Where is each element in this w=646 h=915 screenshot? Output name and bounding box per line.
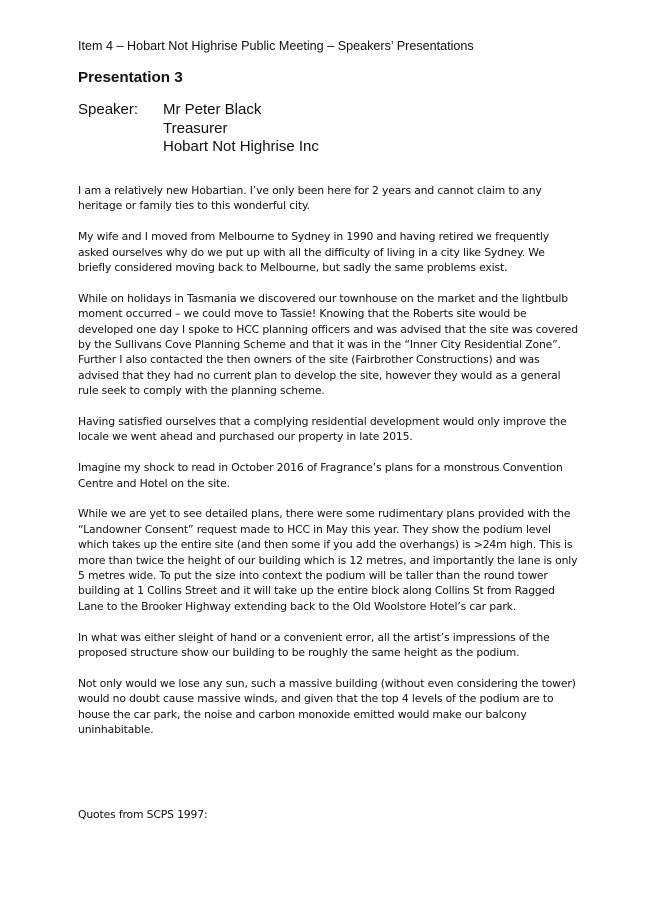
paragraph: Having satisfied ourselves that a complying residential development would only improve the locale we went ahead and purchased our property in late 2015. xyxy=(78,415,567,444)
speaker-details xyxy=(163,101,319,157)
quotes-heading: Quotes from SCPS 1997: xyxy=(78,808,208,821)
speaker-organisation: Hobart Not Highrise Inc xyxy=(163,138,319,155)
paragraph: Not only would we lose any sun, such a massive building (without even considering the tower) would no doubt cause massive winds, and given that the top 4 levels of the podium are to house the car park, the noise and carbon monoxide emitted would make our balcony uninhabitable. xyxy=(78,676,576,737)
presentation-title: Presentation 3 xyxy=(78,69,183,86)
paragraph: While we are yet to see detailed plans, there were some rudimentary plans provided with the “Landowner Consent” request made to HCC in May this year. They show the podium level which takes up the entire site (and then some if you add the overhangs) is >24m high. This is more than twice the height of our building which is 12 metres, and importantly the lane is only 5 metres wide. To put the size into context the podium will be taller than the round tower building at 1 Collins Street and it will take up the entire block along Collins St from Ragged Lane to the Brooker Highway extending back to the Old Woolstore Hotel’s car park. xyxy=(78,507,578,613)
paragraph: Imagine my shock to read in October 2016 of Fragrance’s plans for a monstrous Convention Centre and Hotel on the site. xyxy=(78,461,563,490)
paragraph: I am a relatively new Hobartian. I’ve only been here for 2 years and cannot claim to any heritage or family ties to this wonderful city. xyxy=(78,184,542,213)
paragraph: In what was either sleight of hand or a convenient error, all the artist’s impressions of the proposed structure show our building to be roughly the same height as the podium. xyxy=(78,630,550,660)
speaker-name: Mr Peter Black xyxy=(163,101,262,118)
running-header: Item 4 – Hobart Not Highrise Public Meeting – Speakers’ Presentations xyxy=(78,39,474,53)
paragraph: My wife and I moved from Melbourne to Sydney in 1990 and having retired we frequently asked ourselves why do we put up with all the difficulty of living in a city like Sydney. We briefly considered moving back to Melbourne, but sadly the same problems exist. xyxy=(78,230,550,275)
paragraph: While on holidays in Tasmania we discovered our townhouse on the market and the lightbulb moment occurred – we could move to Tassie! Knowing that the Roberts site would be developed one day I spoke to HCC planning officers and was advised that the site was covered by the Sullivans Cove Planning Scheme and that it was in the “Inner City Residential Zone”. Further I also contacted the then owners of the site (Fairbrother Constructions) and was advised that they had no current plan to develop the site, however they would as a general rule seek to comply with the planning scheme. xyxy=(78,291,578,398)
speaker-label: Speaker: xyxy=(78,101,139,118)
body-text xyxy=(78,183,578,753)
speaker-role: Treasurer xyxy=(163,119,228,137)
